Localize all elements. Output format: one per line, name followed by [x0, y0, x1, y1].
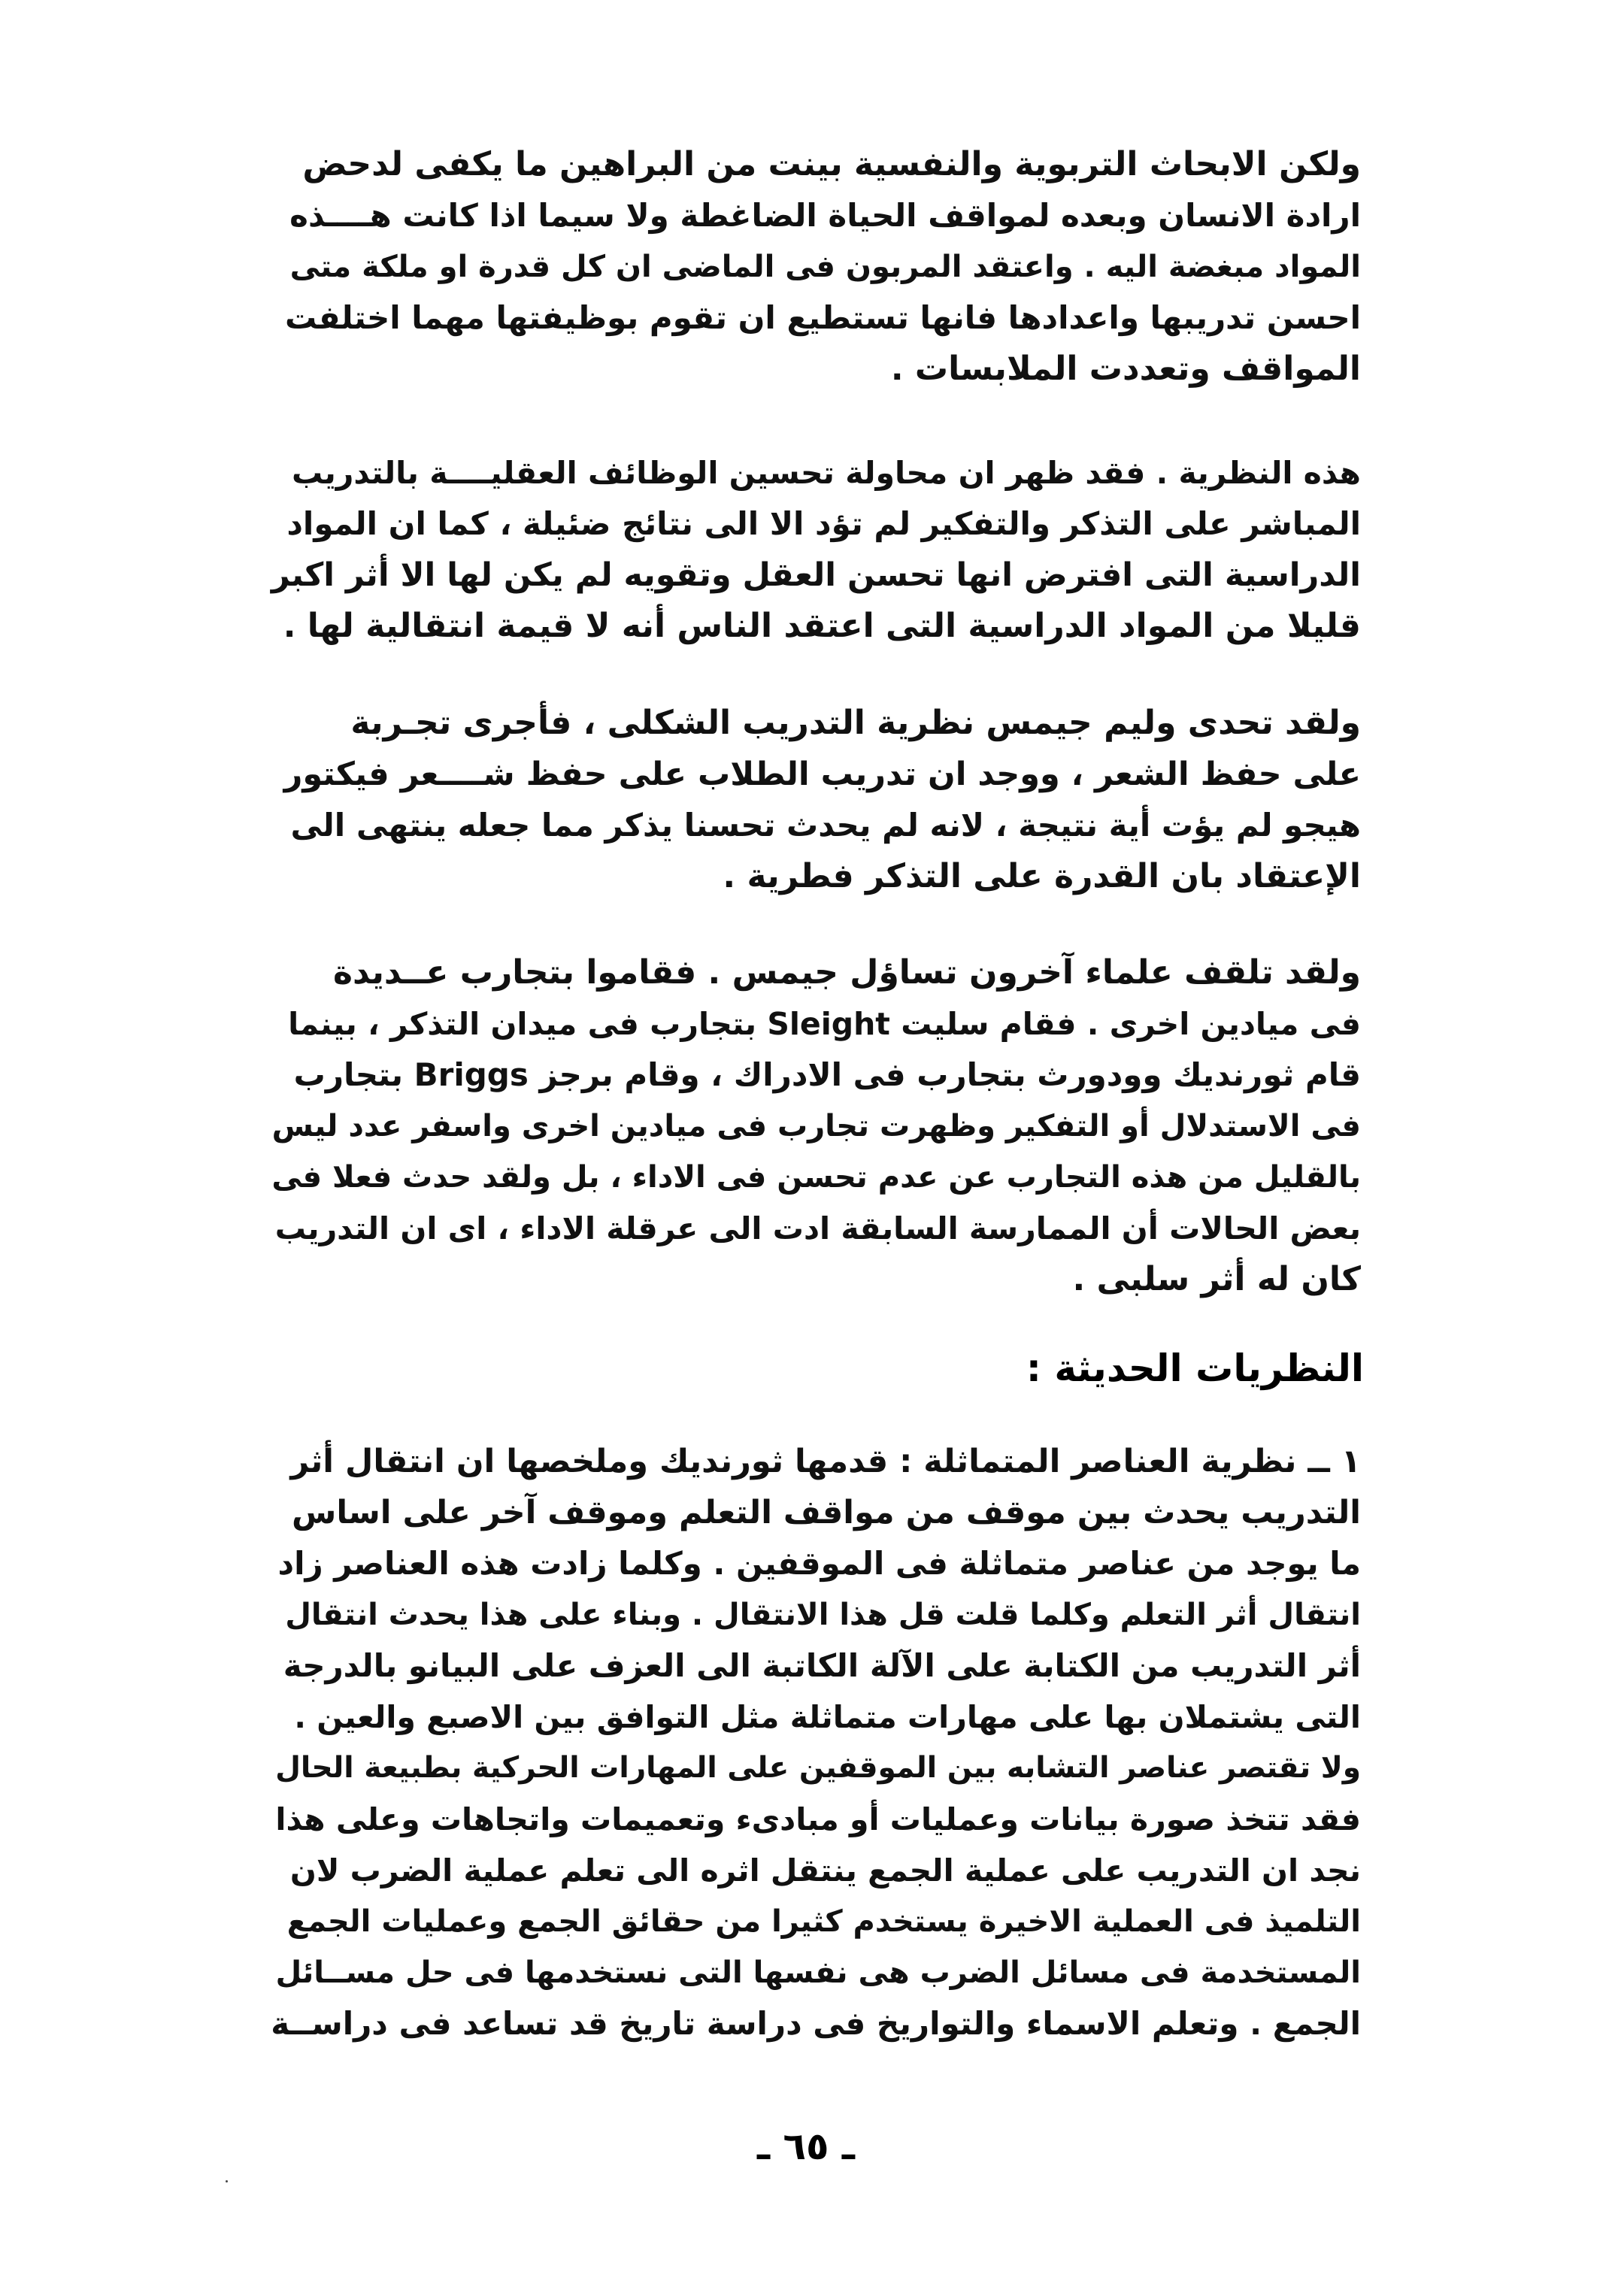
section-heading: النظريات الحديثة :: [1026, 1346, 1364, 1390]
text-line: التدريب يحدث بين موقف من مواقف التعلم وموقف آخر على اساس: [291, 1494, 1361, 1531]
text-line: الإعتقاد بان القدرة على التذكر فطرية .: [723, 857, 1361, 895]
text-line: ١ ــ نظرية العناصر المتماثلة : قدمها ثورنديك وملخصها ان انتقال أثر: [290, 1443, 1361, 1480]
text-line: على حفظ الشعر ، ووجد ان تدريب الطلاب على حفظ شــــعر فيكتور: [283, 756, 1361, 793]
paragraph-1: [271, 139, 1361, 395]
text-line: انتقال أثر التعلم وكلما قلت قل هذا الانتقال . وبناء على هذا يحدث انتقال: [285, 1598, 1361, 1632]
text-line: ولكن الابحاث التربوية والنفسية بينت من البراهين ما يكفى لدحض: [302, 145, 1361, 183]
text-line: المواد مبغضة اليه . واعتقد المربون فى الماضى ان كل قدرة او ملكة متى: [289, 250, 1361, 284]
text-line: فى ميادين اخرى . فقام سليت Sleight بتجارب فى ميدان التذكر ، بينما: [288, 1006, 1361, 1042]
paragraph-4: [271, 947, 1361, 1305]
text-line: المواقف وتعددت الملابسات .: [890, 350, 1361, 388]
text-line: احسن تدريبها واعدادها فانها تستطيع ان تقوم بوظيفتها مهما اختلفت: [285, 299, 1361, 336]
text-line: أثر التدريب من الكتابة على الآلة الكاتبة الى العزف على البيانو بالدرجة: [283, 1647, 1361, 1684]
paragraph-5: [271, 1436, 1361, 2049]
text-line: ولا تقتصر عناصر التشابه بين الموقفين على المهارات الحركية بطبيعة الحال: [275, 1751, 1361, 1785]
text-line: التلميذ فى العملية الاخيرة يستخدم كثيرا من حقائق الجمع وعمليات الجمع: [286, 1904, 1361, 1939]
text-line: التى يشتملان بها على مهارات متماثلة مثل التوافق بين الاصبع والعين .: [294, 1699, 1361, 1735]
text-line: بعض الحالات أن الممارسة السابقة ادت الى عرقلة الاداء ، اى ان التدريب: [274, 1210, 1361, 1246]
text-line: نجد ان التدريب على عملية الجمع ينتقل اثره الى تعلم عملية الضرب لان: [289, 1852, 1361, 1889]
scan-speck: [226, 2180, 228, 2182]
text-line: ولقد تحدى وليم جيمس نظرية التدريب الشكلى ، فأجرى تجـربة: [350, 704, 1361, 742]
paragraph-3: [271, 698, 1361, 902]
text-line: ولقد تلقف علماء آخرون تساؤل جيمس . فقاموا بتجارب عــديدة: [332, 953, 1361, 992]
text-line: قليلا من المواد الدراسية التى اعتقد الناس أنه لا قيمة انتقالية لها .: [283, 607, 1361, 645]
text-line: قام ثورنديك وودورث بتجارب فى الادراك ، وقام برجز Briggs بتجارب: [293, 1056, 1361, 1093]
text-line: بالقليل من هذه التجارب عن عدم تحسن فى الاداء ، بل ولقد حدث فعلا فى: [271, 1160, 1361, 1195]
text-line: الدراسية التى افترض انها تحسن العقل وتقويه لم يكن لها الا أثر اكبر: [271, 556, 1361, 594]
text-line: هذه النظرية . فقد ظهر ان محاولة تحسين الوظائف العقليــــة بالتدريب: [291, 455, 1361, 491]
page-number: ـ ٦٥ ـ: [756, 2125, 856, 2168]
text-line: فقد تتخذ صورة بيانات وعمليات أو مبادىء وتعميمات واتجاهات وعلى هذا: [275, 1801, 1361, 1837]
text-line: ارادة الانسان وبعده لمواقف الحياة الضاغطة ولا سيما اذا كانت هــــذه: [289, 197, 1361, 234]
paragraph-2: [271, 447, 1361, 652]
text-line: كان له أثر سلبى .: [1072, 1260, 1361, 1298]
text-line: المستخدمة فى مسائل الضرب هى نفسها التى نستخدمها فى حل مســائل: [275, 1955, 1361, 1990]
text-line: فى الاستدلال أو التفكير وظهرت تجارب فى ميادين اخرى واسفر عدد ليس: [271, 1109, 1361, 1143]
text-line: الجمع . وتعلم الاسماء والتواريخ فى دراسة تاريخ قد تساعد فى دراســة: [271, 2005, 1361, 2042]
text-line: هيجو لم يؤت أية نتيجة ، لانه لم يحدث تحسنا يذكر مما جعله ينتهى الى: [290, 807, 1361, 844]
text-line: ما يوجد من عناصر متماثلة فى الموقفين . وكلما زادت هذه العناصر زاد: [277, 1545, 1361, 1582]
text-line: المباشر على التذكر والتفكير لم تؤد الا الى نتائج ضئيلة ، كما ان المواد: [286, 505, 1361, 542]
